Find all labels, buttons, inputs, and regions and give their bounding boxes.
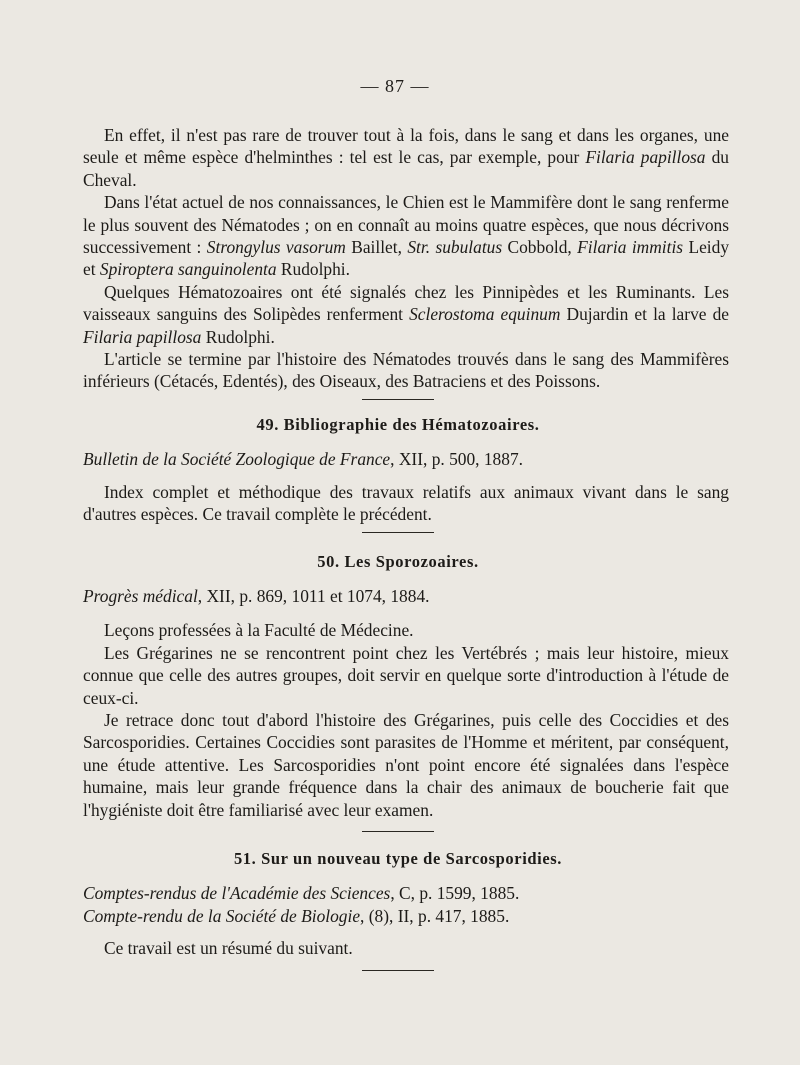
text-run: Rudolphi. bbox=[201, 326, 275, 347]
page-number: — 87 — bbox=[360, 76, 430, 96]
section-heading-49: 49. Bibliographie des Hématozoaires. bbox=[256, 414, 540, 434]
text-run: Quelques Hématozoaires ont été signalés chez les Pinnipèdes et les Ruminants. Les vaisseaux sanguins des Solipèdes renferment bbox=[83, 281, 729, 325]
paragraph-50-1: Leçons professées à la Faculté de Médecine. bbox=[104, 620, 414, 641]
paragraph-intro-1 bbox=[83, 124, 729, 191]
species-name: Filaria papillosa bbox=[585, 147, 706, 168]
citation-details: , XII, p. 869, 1011 et 1074, 1884. bbox=[197, 585, 430, 606]
journal-title: Comptes-rendus de l'Académie des Sciences bbox=[83, 883, 391, 904]
text-run: du Cheval. bbox=[83, 147, 729, 190]
paragraph-49-1: Index complet et méthodique des travaux relatifs aux animaux vivant dans le sang d'autres espèces. Ce travail complète le précédent. bbox=[83, 481, 729, 525]
section-heading-50: 50. Les Sporozoaires. bbox=[317, 551, 479, 571]
text-run: Rudolphi. bbox=[276, 259, 350, 280]
citation-details: , C, p. 1599, 1885. bbox=[390, 883, 520, 904]
text-column bbox=[83, 124, 729, 971]
text-run: En effet, il n'est pas rare de trouver tout à la fois, dans le sang et dans les organes, une seule et même espèce d'helminthes : tel est le cas, par exemple, pour bbox=[83, 125, 729, 168]
citation-details: , XII, p. 500, 1887. bbox=[390, 449, 523, 470]
text-run: Dujardin et la larve de bbox=[560, 304, 729, 325]
reference-49 bbox=[83, 448, 729, 470]
paragraph-intro-3 bbox=[83, 281, 729, 348]
paragraph-50-3: Je retrace donc tout d'abord l'histoire des Grégarines, puis celle des Coccidies et des Sarcosporidies. Certaines Coccidies sont parasites de l'Homme et méritent, par conséquent, une étude attentive. Les Sarcosporidies n'ont point encore été signalées dans l'espèce humaine, mais leur grande fréquence dans la chair des animaux de boucherie fait que l'hygiéniste doit être familiarisé avec leur examen. bbox=[83, 709, 729, 820]
journal-title: Bulletin de la Société Zoologique de France bbox=[83, 449, 391, 470]
species-name: Filaria papillosa bbox=[83, 326, 202, 347]
reference-50 bbox=[83, 585, 729, 607]
journal-title: Progrès médical bbox=[83, 585, 198, 606]
paragraph-51-1: Ce travail est un résumé du suivant. bbox=[104, 938, 353, 959]
species-name: Str. subulatus bbox=[407, 237, 503, 258]
reference-51-1 bbox=[83, 882, 729, 904]
paragraph-intro-4: L'article se termine par l'histoire des Nématodes trouvés dans le sang des Mammifères inférieurs (Cétacés, Edentés), des Oiseaux, des Batraciens et des Poissons. bbox=[83, 349, 729, 392]
section-divider bbox=[362, 399, 434, 400]
paragraph-50-2: Les Grégarines ne se rencontrent point chez les Vertébrés ; mais leur histoire, mieux connue que celle des autres groupes, doit servir en quelque sorte d'introduction à l'étude de ceux-ci. bbox=[83, 642, 729, 708]
text-run: Baillet, bbox=[345, 237, 408, 258]
journal-title: Compte-rendu de la Société de Biologie bbox=[83, 905, 361, 926]
text-run: Cobbold, bbox=[502, 237, 578, 258]
species-name: Strongylus vasorum bbox=[206, 237, 346, 258]
species-name: Spiroptera sanguinolenta bbox=[99, 259, 277, 280]
reference-51-2 bbox=[83, 905, 729, 927]
text-run: Leidy et bbox=[83, 237, 730, 280]
section-heading-51: 51. Sur un nouveau type de Sarcosporidies. bbox=[233, 848, 563, 868]
section-divider bbox=[362, 831, 434, 832]
text-run: Dans l'état actuel de nos connaissances, le Chien est le Mammifère dont le sang renferme le plus souvent des Nématodes ; on en connaît au moins quatre espèces, que nous décrivons successivement : bbox=[83, 192, 729, 258]
section-divider bbox=[362, 532, 434, 533]
paragraph-intro-2 bbox=[83, 191, 729, 281]
species-name: Sclerostoma equinum bbox=[409, 304, 561, 325]
citation-details: , (8), II, p. 417, 1885. bbox=[360, 905, 510, 926]
section-divider bbox=[362, 970, 434, 971]
species-name: Filaria immitis bbox=[577, 237, 684, 258]
